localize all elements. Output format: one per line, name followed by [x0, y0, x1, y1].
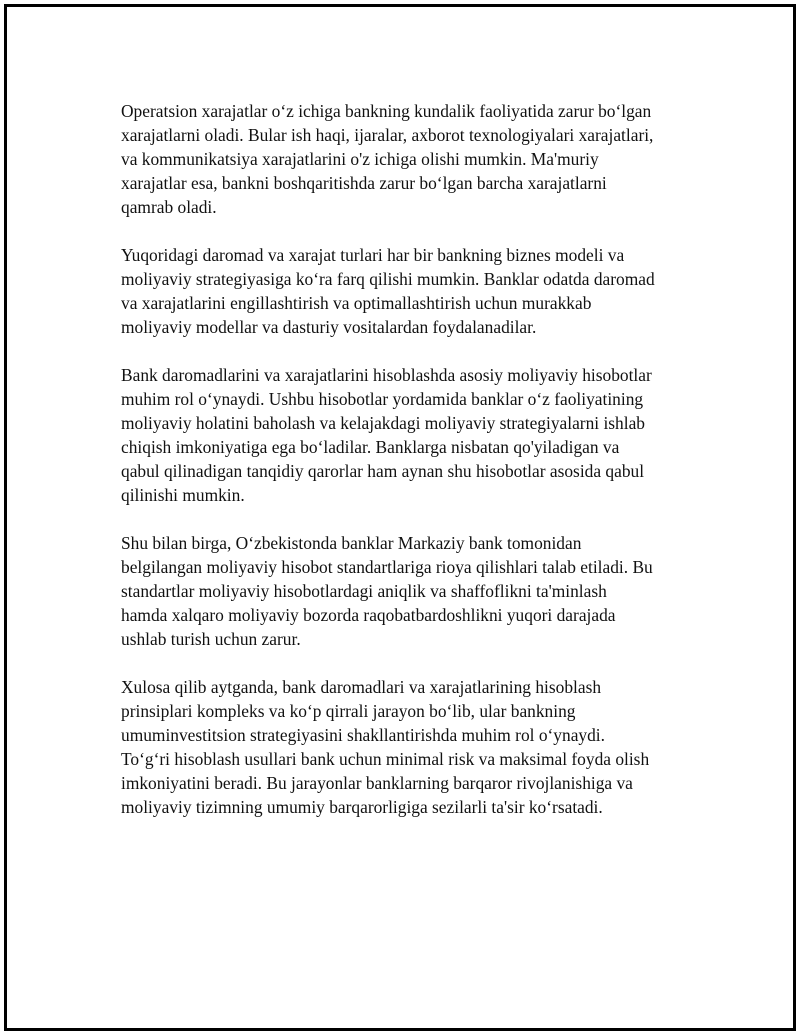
- text-line: chiqish imkoniyatiga ega bo‘ladilar. Banklarga nisbatan qo'yiladigan va: [121, 437, 620, 457]
- text-line: qilinishi mumkin.: [121, 485, 245, 505]
- text-line: qamrab oladi.: [121, 197, 217, 217]
- text-line: imkoniyatini beradi. Bu jarayonlar banklarning barqaror rivojlanishiga va: [121, 773, 633, 793]
- text-line: prinsiplari kompleks va ko‘p qirrali jarayon bo‘lib, ular bankning: [121, 701, 576, 721]
- page-frame: [4, 4, 796, 1031]
- text-line: qabul qilinadigan tanqidiy qarorlar ham aynan shu hisobotlar asosida qabul: [121, 461, 645, 481]
- text-line: va kommunikatsiya xarajatlarini o'z ichiga olishi mumkin. Ma'muriy: [121, 149, 599, 169]
- text-line: Operatsion xarajatlar o‘z ichiga bankning kundalik faoliyatida zarur bo‘lgan: [121, 101, 652, 121]
- text-line: standartlar moliyaviy hisobotlardagi aniqlik va shaffoflikni ta'minlash: [121, 581, 607, 601]
- text-line: Bank daromadlarini va xarajatlarini hisoblashda asosiy moliyaviy hisobotlar: [121, 365, 652, 385]
- text-line: moliyaviy holatini baholash va kelajakdagi moliyaviy strategiyalarni ishlab: [121, 413, 646, 433]
- paragraph-operating-expenses: [121, 99, 701, 219]
- text-line: umuminvestitsion strategiyasini shakllantirishda muhim rol o‘ynaydi.: [121, 725, 605, 745]
- text-line: ushlab turish uchun zarur.: [121, 629, 301, 649]
- text-line: moliyaviy modellar va dasturiy vositalardan foydalanadilar.: [121, 317, 537, 337]
- text-line: moliyaviy tizimning umumiy barqarorligiga sezilarli ta'sir ko‘rsatadi.: [121, 797, 603, 817]
- text-line: xarajatlar esa, bankni boshqaritishda zarur bo‘lgan barcha xarajatlarni: [121, 173, 607, 193]
- text-line: Shu bilan birga, O‘zbekistonda banklar Markaziy bank tomonidan: [121, 533, 582, 553]
- text-line: va xarajatlarini engillashtirish va optimallashtirish uchun murakkab: [121, 293, 592, 313]
- text-line: Yuqoridagi daromad va xarajat turlari har bir bankning biznes modeli va: [121, 245, 625, 265]
- text-line: belgilangan moliyaviy hisobot standartlariga rioya qilishlari talab etiladi. Bu: [121, 557, 653, 577]
- text-line: moliyaviy strategiyasiga ko‘ra farq qilishi mumkin. Banklar odatda daromad: [121, 269, 655, 289]
- text-line: Xulosa qilib aytganda, bank daromadlari va xarajatlarining hisoblash: [121, 677, 602, 697]
- text-line: To‘g‘ri hisoblash usullari bank uchun minimal risk va maksimal foyda olish: [121, 749, 650, 769]
- paragraph-conclusion: [121, 675, 701, 819]
- text-line: xarajatlarni oladi. Bular ish haqi, ijaralar, axborot texnologiyalari xarajatlari,: [121, 125, 654, 145]
- text-line: muhim rol o‘ynaydi. Ushbu hisobotlar yordamida banklar o‘z faoliyatining: [121, 389, 644, 409]
- paragraph-business-model: [121, 243, 701, 339]
- text-line: hamda xalqaro moliyaviy bozorda raqobatbardoshlikni yuqori darajada: [121, 605, 616, 625]
- paragraph-reporting-standards: [121, 531, 701, 651]
- document-body: [121, 99, 701, 843]
- paragraph-financial-reports: [121, 363, 701, 507]
